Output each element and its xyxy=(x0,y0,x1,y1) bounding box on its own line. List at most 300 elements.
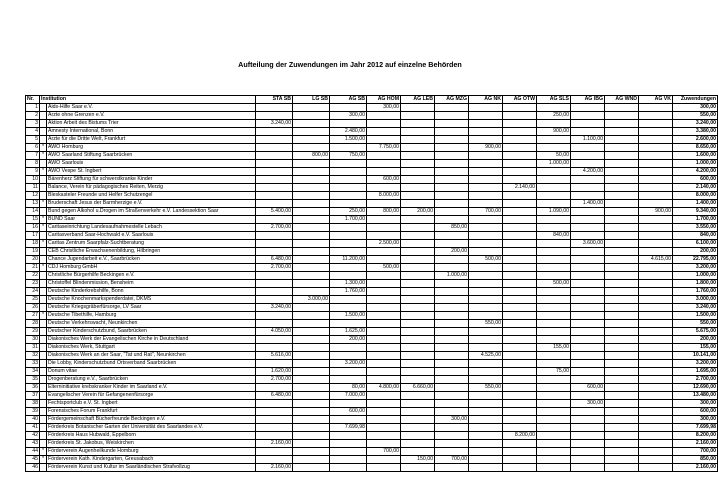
amount-cell xyxy=(639,232,673,240)
row-number: 26 xyxy=(26,304,40,312)
header-amount-col: AG MZG xyxy=(435,96,469,104)
amount-cell xyxy=(639,128,673,136)
total-cell: 6.100,00 xyxy=(673,240,718,248)
header-amount-col: AG LEB xyxy=(401,96,435,104)
amount-cell xyxy=(401,112,435,120)
amount-cell xyxy=(435,280,469,288)
amount-cell xyxy=(571,448,605,456)
amount-cell xyxy=(571,264,605,272)
amount-cell xyxy=(503,320,537,328)
table-row xyxy=(26,216,718,224)
amount-cell xyxy=(469,240,503,248)
total-cell: 850,00 xyxy=(673,456,718,464)
amount-cell xyxy=(605,400,639,408)
table-row xyxy=(26,288,718,296)
amount-cell xyxy=(639,360,673,368)
amount-cell xyxy=(330,464,367,472)
amount-cell: 7.750,00 xyxy=(367,144,401,152)
amount-cell xyxy=(256,424,293,432)
amount-cell xyxy=(293,256,330,264)
amount-cell xyxy=(256,280,293,288)
amount-cell xyxy=(293,192,330,200)
amount-cell xyxy=(401,272,435,280)
amount-cell xyxy=(330,376,367,384)
amount-cell xyxy=(639,416,673,424)
amount-cell: 6.480,00 xyxy=(256,392,293,400)
amount-cell xyxy=(293,344,330,352)
amount-cell xyxy=(537,384,571,392)
amount-cell xyxy=(330,248,367,256)
amount-cell xyxy=(469,160,503,168)
row-marker xyxy=(40,424,47,432)
total-cell: 300,00 xyxy=(673,104,718,112)
amount-cell xyxy=(435,368,469,376)
amount-cell xyxy=(605,288,639,296)
document-title: Aufteilung der Zuwendungen im Jahr 2012 auf einzelne Behörden xyxy=(238,60,462,69)
table-row xyxy=(26,456,718,464)
amount-cell xyxy=(256,400,293,408)
row-number: 45 xyxy=(26,456,40,464)
amount-cell: 1.625,00 xyxy=(330,328,367,336)
row-marker xyxy=(40,104,47,112)
amount-cell: 8.000,00 xyxy=(367,192,401,200)
amount-cell xyxy=(293,456,330,464)
amount-cell xyxy=(605,376,639,384)
amount-cell xyxy=(330,264,367,272)
row-marker xyxy=(40,176,47,184)
amount-cell xyxy=(503,376,537,384)
header-amount-col: LG SB xyxy=(293,96,330,104)
amount-cell xyxy=(367,368,401,376)
amount-cell xyxy=(293,400,330,408)
amount-cell xyxy=(435,304,469,312)
amount-cell xyxy=(293,184,330,192)
amount-cell xyxy=(503,200,537,208)
amount-cell xyxy=(256,432,293,440)
amount-cell xyxy=(435,400,469,408)
amount-cell xyxy=(605,208,639,216)
amount-cell xyxy=(330,104,367,112)
amount-cell xyxy=(256,344,293,352)
table-row xyxy=(26,248,718,256)
amount-cell xyxy=(571,296,605,304)
row-number: 6 xyxy=(26,144,40,152)
amount-cell xyxy=(401,232,435,240)
amount-cell xyxy=(293,328,330,336)
row-number: 41 xyxy=(26,424,40,432)
total-cell: 2.700,00 xyxy=(673,376,718,384)
institution-name: Christliche Bürgerhilfe Beckingen e.V. xyxy=(47,272,256,280)
amount-cell xyxy=(537,408,571,416)
header-amount-col: AG SLS xyxy=(537,96,571,104)
total-cell: 300,00 xyxy=(673,416,718,424)
row-marker xyxy=(40,432,47,440)
amount-cell xyxy=(367,256,401,264)
table-row xyxy=(26,176,718,184)
amount-cell xyxy=(435,384,469,392)
amount-cell xyxy=(401,176,435,184)
institution-name: Förderkreis Haus Hubwald, Eppelborn xyxy=(47,432,256,440)
amount-cell xyxy=(469,120,503,128)
amount-cell xyxy=(469,360,503,368)
amount-cell xyxy=(401,320,435,328)
row-marker: * xyxy=(40,152,47,160)
amount-cell xyxy=(639,312,673,320)
amount-cell: 500,00 xyxy=(469,256,503,264)
institution-name: Chance Jugendarbeit e.V., Saarbrücken xyxy=(47,256,256,264)
table-row xyxy=(26,312,718,320)
row-marker xyxy=(40,184,47,192)
amount-cell: 250,00 xyxy=(330,208,367,216)
amount-cell: 300,00 xyxy=(367,104,401,112)
amount-cell xyxy=(537,328,571,336)
amount-cell xyxy=(256,216,293,224)
amount-cell xyxy=(256,448,293,456)
amount-cell: 6.480,00 xyxy=(256,256,293,264)
total-cell: 9.340,00 xyxy=(673,208,718,216)
amount-cell xyxy=(256,200,293,208)
amount-cell: 1.000,00 xyxy=(537,160,571,168)
amount-cell xyxy=(367,200,401,208)
amount-cell: 1.300,00 xyxy=(330,280,367,288)
amount-cell xyxy=(469,112,503,120)
amount-cell xyxy=(330,120,367,128)
amount-cell xyxy=(503,168,537,176)
institution-name: Aktion Arbeit des Bistums Trier xyxy=(47,120,256,128)
amount-cell xyxy=(571,160,605,168)
amount-cell xyxy=(571,112,605,120)
amount-cell xyxy=(605,200,639,208)
amount-cell xyxy=(503,424,537,432)
amount-cell xyxy=(605,136,639,144)
amount-cell xyxy=(469,336,503,344)
total-cell: 2.600,00 xyxy=(673,136,718,144)
amount-cell xyxy=(293,392,330,400)
amount-cell xyxy=(293,432,330,440)
amount-cell xyxy=(435,448,469,456)
amount-cell xyxy=(503,328,537,336)
row-number: 9 xyxy=(26,168,40,176)
amount-cell xyxy=(537,416,571,424)
amount-cell: 700,00 xyxy=(469,208,503,216)
row-marker xyxy=(40,248,47,256)
amount-cell xyxy=(537,432,571,440)
amount-cell xyxy=(605,408,639,416)
amount-cell xyxy=(293,208,330,216)
amount-cell xyxy=(605,424,639,432)
amount-cell xyxy=(605,344,639,352)
amount-cell xyxy=(469,424,503,432)
table-row xyxy=(26,440,718,448)
amount-cell xyxy=(401,168,435,176)
amount-cell xyxy=(639,424,673,432)
row-number: 44 xyxy=(26,448,40,456)
institution-name: Bärenherz Stiftung für schwerstkranke Kinder xyxy=(47,176,256,184)
amount-cell xyxy=(605,120,639,128)
amount-cell xyxy=(293,104,330,112)
amount-cell: 750,00 xyxy=(330,152,367,160)
amount-cell: 3.600,00 xyxy=(571,240,605,248)
amount-cell xyxy=(435,240,469,248)
table-row xyxy=(26,152,718,160)
row-marker xyxy=(40,272,47,280)
amount-cell xyxy=(401,152,435,160)
total-cell: 22.795,00 xyxy=(673,256,718,264)
row-marker xyxy=(40,440,47,448)
institution-name: Caritas Zentrum Saarpfalz-Suchtberatung xyxy=(47,240,256,248)
amount-cell xyxy=(639,200,673,208)
amount-cell xyxy=(330,456,367,464)
amount-cell xyxy=(367,288,401,296)
institution-name: Deutsche Knochenmarkspenderdatei, DKMS xyxy=(47,296,256,304)
amount-cell: 4.525,00 xyxy=(469,352,503,360)
amount-cell: 8.200,00 xyxy=(503,432,537,440)
amount-cell xyxy=(330,416,367,424)
table-row xyxy=(26,112,718,120)
row-number: 24 xyxy=(26,288,40,296)
amount-cell xyxy=(503,312,537,320)
amount-cell xyxy=(571,208,605,216)
amount-cell xyxy=(367,344,401,352)
amount-cell xyxy=(401,368,435,376)
institution-name: Fechtsportclub e.V. St. Ingbert xyxy=(47,400,256,408)
amount-cell xyxy=(330,160,367,168)
total-cell: 3.200,00 xyxy=(673,360,718,368)
amount-cell xyxy=(503,208,537,216)
amount-cell xyxy=(639,176,673,184)
row-number: 4 xyxy=(26,128,40,136)
header-amount-col: AG SB xyxy=(330,96,367,104)
amount-cell xyxy=(293,464,330,472)
row-number: 39 xyxy=(26,408,40,416)
amount-cell xyxy=(256,184,293,192)
total-cell: 4.200,00 xyxy=(673,168,718,176)
institution-name: Aids-Hilfe Saar e.V. xyxy=(47,104,256,112)
row-number: 10 xyxy=(26,176,40,184)
row-marker: * xyxy=(40,144,47,152)
amount-cell xyxy=(605,216,639,224)
amount-cell xyxy=(401,256,435,264)
amount-cell xyxy=(293,200,330,208)
total-cell: 3.380,00 xyxy=(673,128,718,136)
amount-cell xyxy=(401,184,435,192)
row-number: 13 xyxy=(26,200,40,208)
amount-cell xyxy=(330,144,367,152)
amount-cell: 900,00 xyxy=(469,144,503,152)
amount-cell xyxy=(367,168,401,176)
amount-cell xyxy=(639,344,673,352)
amount-cell xyxy=(256,288,293,296)
row-number: 2 xyxy=(26,112,40,120)
total-cell: 155,00 xyxy=(673,344,718,352)
amount-cell xyxy=(435,208,469,216)
amount-cell xyxy=(605,112,639,120)
amount-cell xyxy=(401,448,435,456)
amount-cell xyxy=(605,416,639,424)
amount-cell xyxy=(605,448,639,456)
row-number: 18 xyxy=(26,240,40,248)
amount-cell xyxy=(256,160,293,168)
amount-cell xyxy=(401,280,435,288)
amount-cell xyxy=(639,136,673,144)
row-marker xyxy=(40,376,47,384)
amount-cell: 700,00 xyxy=(435,456,469,464)
amount-cell xyxy=(605,368,639,376)
amount-cell: 1.500,00 xyxy=(330,136,367,144)
row-marker xyxy=(40,160,47,168)
amount-cell xyxy=(639,456,673,464)
amount-cell: 1.090,00 xyxy=(537,208,571,216)
row-number: 20 xyxy=(26,256,40,264)
amount-cell xyxy=(571,456,605,464)
amount-cell xyxy=(256,272,293,280)
amount-cell xyxy=(537,336,571,344)
header-amount-col: AG HOM xyxy=(367,96,401,104)
row-number: 42 xyxy=(26,432,40,440)
amount-cell xyxy=(639,440,673,448)
amount-cell xyxy=(537,216,571,224)
table-row xyxy=(26,224,718,232)
amount-cell xyxy=(537,256,571,264)
amount-cell xyxy=(330,320,367,328)
amount-cell xyxy=(503,336,537,344)
institution-name: Forensisches Forum Frankfurt xyxy=(47,408,256,416)
amount-cell: 600,00 xyxy=(571,384,605,392)
amount-cell xyxy=(293,288,330,296)
amount-cell xyxy=(469,416,503,424)
amount-cell xyxy=(605,384,639,392)
table-row xyxy=(26,120,718,128)
amount-cell xyxy=(469,216,503,224)
amount-cell xyxy=(537,176,571,184)
amount-cell xyxy=(367,280,401,288)
amount-cell: 2.700,00 xyxy=(256,224,293,232)
row-number: 22 xyxy=(26,272,40,280)
row-marker xyxy=(40,408,47,416)
amount-cell xyxy=(401,400,435,408)
amount-cell xyxy=(503,192,537,200)
amount-cell xyxy=(605,264,639,272)
amount-cell xyxy=(435,360,469,368)
institution-name: Diakonisches Werk an der Saar, "Tat und Rat", Neunkirchen xyxy=(47,352,256,360)
amount-cell xyxy=(571,120,605,128)
amount-cell xyxy=(503,248,537,256)
amount-cell xyxy=(537,224,571,232)
amount-cell xyxy=(435,152,469,160)
amount-cell xyxy=(571,280,605,288)
amount-cell xyxy=(256,296,293,304)
amount-cell xyxy=(293,168,330,176)
row-number: 31 xyxy=(26,344,40,352)
amount-cell xyxy=(330,240,367,248)
amount-cell xyxy=(256,336,293,344)
amount-cell xyxy=(435,392,469,400)
amount-cell xyxy=(503,224,537,232)
amount-cell xyxy=(256,408,293,416)
table-row xyxy=(26,336,718,344)
amount-cell xyxy=(401,344,435,352)
amount-cell: 2.160,00 xyxy=(256,464,293,472)
institution-name: Bund gegen Alkohol u.Drogen im Straßenverkehr e.V. Landessektion Saar xyxy=(47,208,256,216)
amount-cell xyxy=(571,216,605,224)
amount-cell xyxy=(605,152,639,160)
amount-cell xyxy=(367,464,401,472)
amount-cell xyxy=(503,384,537,392)
amount-cell xyxy=(293,304,330,312)
amount-cell xyxy=(605,392,639,400)
institution-name: Ärzte für die Dritte Welt, Frankfurt xyxy=(47,136,256,144)
amount-cell xyxy=(367,248,401,256)
amount-cell xyxy=(571,288,605,296)
amount-cell xyxy=(503,152,537,160)
amount-cell: 4.050,00 xyxy=(256,328,293,336)
amount-cell xyxy=(469,312,503,320)
amount-cell xyxy=(571,312,605,320)
amount-cell: 800,00 xyxy=(367,208,401,216)
amount-cell xyxy=(503,216,537,224)
amount-cell xyxy=(605,440,639,448)
amount-cell xyxy=(571,256,605,264)
amount-cell xyxy=(435,168,469,176)
amount-cell xyxy=(435,424,469,432)
amount-cell: 6.660,00 xyxy=(401,384,435,392)
institution-name: AWO Homburg xyxy=(47,144,256,152)
amount-cell xyxy=(435,184,469,192)
amount-cell xyxy=(571,144,605,152)
amount-cell xyxy=(571,440,605,448)
table-row xyxy=(26,200,718,208)
amount-cell xyxy=(639,368,673,376)
amount-cell xyxy=(639,376,673,384)
amount-cell xyxy=(330,224,367,232)
amount-cell xyxy=(639,400,673,408)
amount-cell xyxy=(605,224,639,232)
amount-cell xyxy=(256,176,293,184)
institution-name: Förderverein Kunst und Kultur im Saarländischen Strafvollzug xyxy=(47,464,256,472)
total-cell: 5.675,00 xyxy=(673,328,718,336)
row-number: 30 xyxy=(26,336,40,344)
amount-cell xyxy=(256,144,293,152)
amount-cell: 1.400,00 xyxy=(571,200,605,208)
amount-cell xyxy=(256,384,293,392)
amount-cell xyxy=(639,392,673,400)
amount-cell xyxy=(503,296,537,304)
amount-cell: 600,00 xyxy=(367,176,401,184)
amount-cell xyxy=(401,392,435,400)
amount-cell xyxy=(537,200,571,208)
amount-cell xyxy=(401,224,435,232)
row-number: 34 xyxy=(26,368,40,376)
table-row xyxy=(26,384,718,392)
row-marker xyxy=(40,392,47,400)
amount-cell xyxy=(537,288,571,296)
row-number: 19 xyxy=(26,248,40,256)
amount-cell xyxy=(401,352,435,360)
row-marker: * xyxy=(40,456,47,464)
amount-cell xyxy=(401,160,435,168)
amount-cell xyxy=(435,176,469,184)
row-number: 38 xyxy=(26,400,40,408)
amount-cell xyxy=(256,456,293,464)
row-number: 3 xyxy=(26,120,40,128)
amount-cell xyxy=(435,232,469,240)
row-marker: * xyxy=(40,448,47,456)
amount-cell xyxy=(605,184,639,192)
total-cell: 1.760,00 xyxy=(673,288,718,296)
amount-cell xyxy=(639,224,673,232)
table-row xyxy=(26,128,718,136)
amount-cell xyxy=(503,448,537,456)
